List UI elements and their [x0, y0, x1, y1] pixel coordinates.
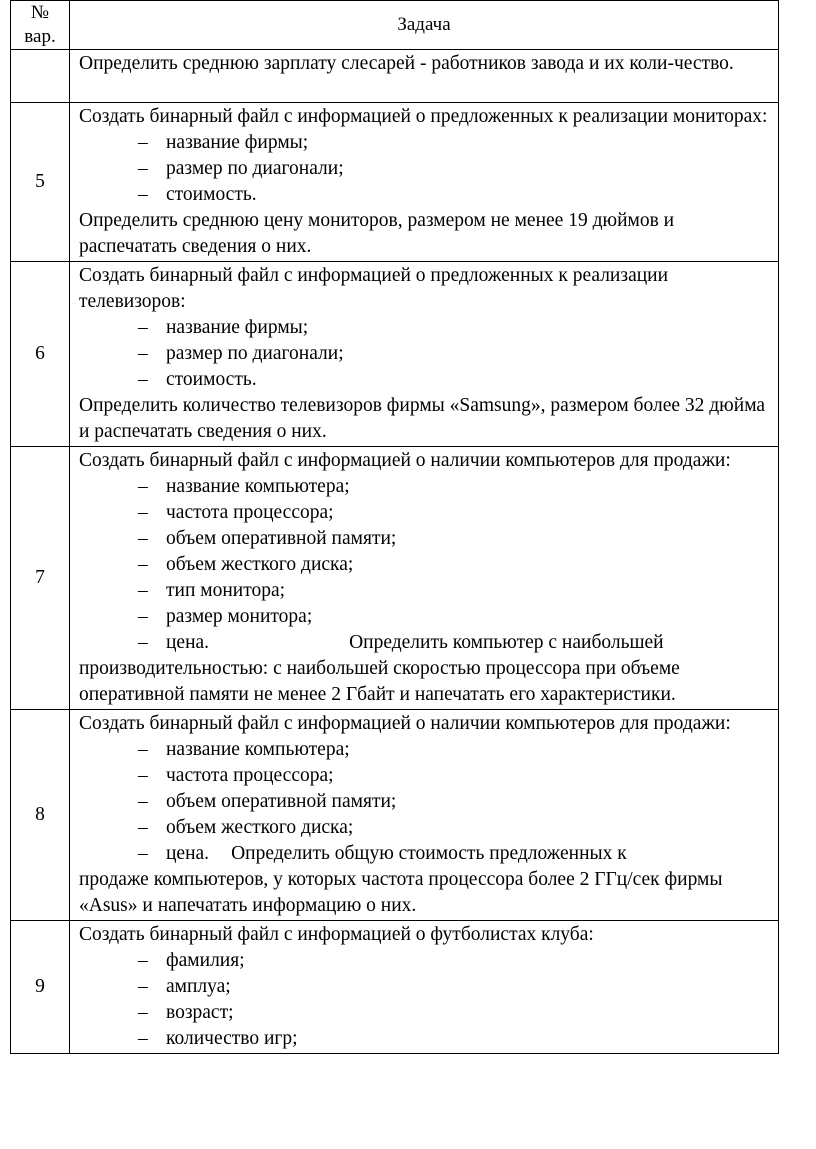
table-row: [11, 50, 779, 103]
field-list: [79, 315, 774, 393]
dash-bullet: –: [138, 158, 148, 179]
list-item-text: название компьютера;: [166, 739, 350, 760]
list-item: [79, 578, 774, 604]
list-item: [79, 341, 774, 367]
list-item: [79, 552, 774, 578]
task-tail-start: Определить общую стоимость предложенных к: [231, 843, 627, 864]
task-intro: Создать бинарный файл с информацией о наличии компьютеров для продажи:: [79, 450, 731, 471]
dash-bullet: –: [138, 528, 148, 549]
dash-bullet: –: [138, 132, 148, 153]
dash-bullet: –: [138, 817, 148, 838]
dash-bullet: –: [138, 554, 148, 575]
list-item-text: название фирмы;: [166, 132, 309, 153]
list-item-text: цена.: [166, 632, 210, 653]
list-item-text: амплуа;: [166, 976, 231, 997]
table-row: [11, 447, 779, 710]
list-item: [79, 630, 774, 656]
list-item: [79, 130, 774, 156]
list-item: [79, 526, 774, 552]
variant-number: 9: [11, 921, 70, 1054]
list-item-text: стоимость.: [166, 184, 257, 205]
task-text: Определить среднюю зарплату слесарей - работников завода и их коли-чество.: [79, 53, 734, 74]
task-tail: Определить количество телевизоров фирмы «Samsung», размером более 32 дюйма и распечатать сведения о них.: [79, 395, 766, 442]
tasks-table: [10, 0, 779, 1054]
dash-bullet: –: [138, 184, 148, 205]
dash-bullet: –: [138, 843, 148, 864]
list-item: [79, 974, 774, 1000]
list-item: [79, 815, 774, 841]
list-item-text: название фирмы;: [166, 317, 309, 338]
task-cell: [70, 262, 779, 447]
task-cell: [70, 50, 779, 103]
list-item: [79, 1000, 774, 1026]
field-list: [79, 474, 774, 656]
list-item-text: возраст;: [166, 1002, 234, 1023]
list-item-text: объем оперативной памяти;: [166, 528, 397, 549]
list-item: [79, 789, 774, 815]
list-item-text: стоимость.: [166, 369, 257, 390]
list-item-text: тип монитора;: [166, 580, 286, 601]
task-cell: [70, 447, 779, 710]
task-tail: Определить среднюю цену мониторов, размером не менее 19 дюймов и распечатать сведения о них.: [79, 210, 675, 257]
table-row: [11, 103, 779, 262]
variant-header-abbrev: вар.: [24, 26, 56, 47]
variant-number: 8: [11, 710, 70, 921]
table-row: [11, 710, 779, 921]
dash-bullet: –: [138, 502, 148, 523]
dash-bullet: –: [138, 765, 148, 786]
list-item: [79, 500, 774, 526]
list-item: [79, 474, 774, 500]
dash-bullet: –: [138, 632, 148, 653]
task-intro: Создать бинарный файл с информацией о предложенных к реализации мониторах:: [79, 106, 768, 127]
dash-bullet: –: [138, 1002, 148, 1023]
list-item-text: объем жесткого диска;: [166, 554, 354, 575]
list-item-text: объем оперативной памяти;: [166, 791, 397, 812]
task-tail: производительностью: с наибольшей скоростью процессора при объеме оперативной памяти не менее 2 Гбайт и напечатать его характеристики.: [79, 658, 680, 705]
dash-bullet: –: [138, 739, 148, 760]
dash-bullet: –: [138, 343, 148, 364]
task-intro: Создать бинарный файл с информацией о наличии компьютеров для продажи:: [79, 713, 731, 734]
field-list: [79, 948, 774, 1052]
field-list: [79, 130, 774, 208]
dash-bullet: –: [138, 1028, 148, 1049]
list-item: [79, 841, 774, 867]
list-item-text: объем жесткого диска;: [166, 817, 354, 838]
table-row: [11, 921, 779, 1054]
list-item-text: частота процессора;: [166, 502, 334, 523]
list-item: [79, 182, 774, 208]
list-item: [79, 315, 774, 341]
variant-number: 6: [11, 262, 70, 447]
dash-bullet: –: [138, 580, 148, 601]
dash-bullet: –: [138, 476, 148, 497]
dash-bullet: –: [138, 317, 148, 338]
table-header-row: [11, 1, 779, 50]
list-item-text: размер по диагонали;: [166, 158, 344, 179]
list-item-text: название компьютера;: [166, 476, 350, 497]
task-intro: Создать бинарный файл с информацией о футболистах клуба:: [79, 924, 594, 945]
dash-bullet: –: [138, 791, 148, 812]
list-item-text: размер монитора;: [166, 606, 313, 627]
task-cell: [70, 103, 779, 262]
list-item-text: частота процессора;: [166, 765, 334, 786]
list-item-text: цена.: [166, 843, 210, 864]
task-header: Задача: [70, 1, 779, 50]
task-cell: [70, 710, 779, 921]
list-item: [79, 1026, 774, 1052]
field-list: [79, 737, 774, 867]
list-item: [79, 763, 774, 789]
document-page: [10, 0, 778, 1054]
task-tail-start: Определить компьютер с наибольшей: [349, 632, 664, 653]
dash-bullet: –: [138, 976, 148, 997]
dash-bullet: –: [138, 606, 148, 627]
variant-number: 5: [11, 103, 70, 262]
table-row: [11, 262, 779, 447]
variant-number: [11, 50, 70, 103]
list-item: [79, 156, 774, 182]
list-item-text: размер по диагонали;: [166, 343, 344, 364]
task-intro: Создать бинарный файл с информацией о предложенных к реализации телевизоров:: [79, 265, 669, 312]
variant-number: 7: [11, 447, 70, 710]
list-item: [79, 737, 774, 763]
dash-bullet: –: [138, 950, 148, 971]
list-item-text: количество игр;: [166, 1028, 298, 1049]
variant-header-symbol: №: [30, 2, 50, 23]
list-item: [79, 604, 774, 630]
list-item-text: фамилия;: [166, 950, 245, 971]
task-tail: продаже компьютеров, у которых частота процессора более 2 ГГц/сек фирмы «Asus» и напечатать информацию о них.: [79, 869, 723, 916]
list-item: [79, 367, 774, 393]
task-cell: [70, 921, 779, 1054]
dash-bullet: –: [138, 369, 148, 390]
variant-number-header: [11, 1, 70, 50]
list-item: [79, 948, 774, 974]
